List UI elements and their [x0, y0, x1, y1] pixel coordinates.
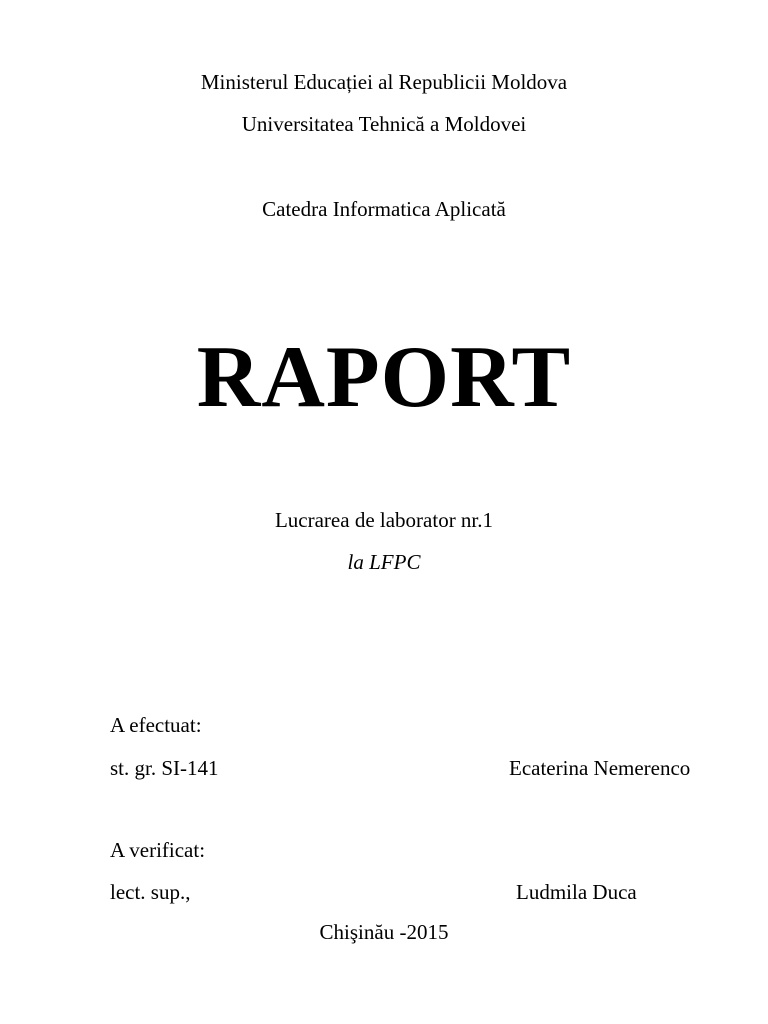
checked-role: lect. sup.,: [110, 880, 191, 904]
place-year: Chişinău -2015: [319, 920, 449, 944]
performed-name: Ecaterina Nemerenco: [509, 756, 691, 780]
course-subtitle: la LFPC: [347, 550, 421, 574]
department-heading: Catedra Informatica Aplicată: [262, 197, 506, 221]
report-title: RAPORT: [196, 329, 572, 426]
ministry-heading: Ministerul Educației al Republicii Moldova: [200, 70, 568, 94]
checked-name: Ludmila Duca: [516, 880, 637, 904]
checked-label: A verificat:: [110, 838, 206, 862]
university-heading: Universitatea Tehnică a Moldovei: [241, 112, 527, 136]
performed-role: st. gr. SI-141: [110, 756, 219, 780]
lab-work-subtitle: Lucrarea de laborator nr.1: [274, 508, 494, 532]
performed-label: A efectuat:: [110, 713, 202, 737]
